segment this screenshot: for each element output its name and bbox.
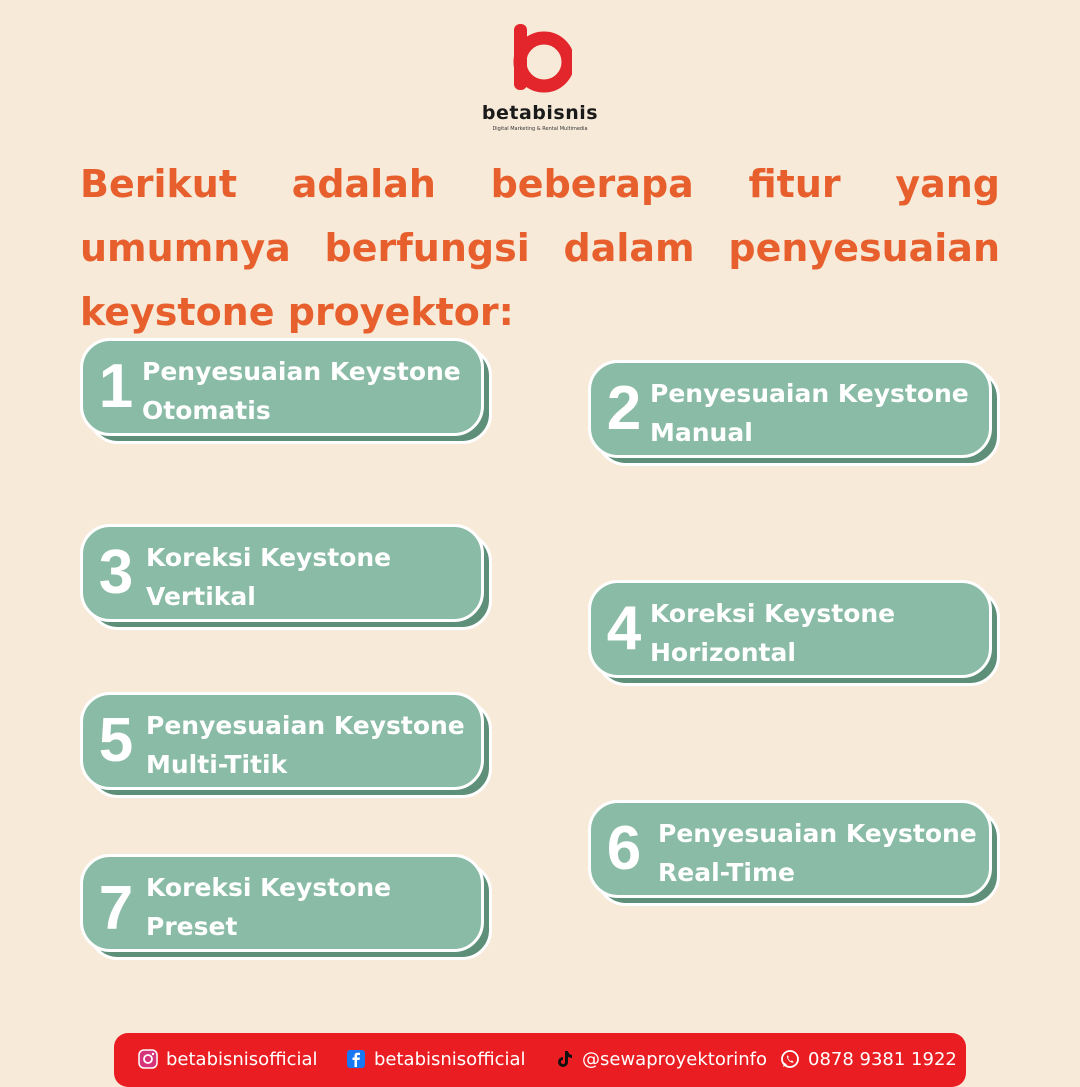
feature-card-1: [80, 338, 484, 436]
feature-number: 4: [606, 594, 642, 663]
headline: Berikut adalah beberapa fitur yang umumnya berfungsi dalam penyesuaian keystone proyektor:: [80, 162, 1000, 334]
feature-card-2: [588, 360, 992, 458]
facebook-handle: betabisnisofficial: [374, 1048, 526, 1070]
feature-label: Koreksi Keystone Horizontal: [650, 599, 896, 667]
feature-card-6: [588, 800, 992, 898]
instagram-icon: [138, 1049, 158, 1069]
feature-label: Penyesuaian Keystone Real-Time: [658, 819, 977, 887]
feature-number: 7: [98, 874, 134, 943]
tiktok-link[interactable]: [554, 1047, 767, 1071]
whatsapp-link[interactable]: [780, 1047, 957, 1071]
feature-card-7: [80, 854, 484, 952]
feature-label: Penyesuaian Keystone Multi-Titik: [146, 711, 465, 779]
tiktok-icon: [554, 1049, 574, 1069]
logo-wordmark: betabisnis: [481, 102, 599, 124]
feature-number: 3: [98, 538, 134, 607]
whatsapp-number: 0878 9381 1922: [808, 1048, 957, 1070]
feature-card-5: [80, 692, 484, 790]
feature-number: 2: [606, 374, 642, 443]
feature-card-3: [80, 524, 484, 622]
feature-number: 1: [98, 352, 134, 421]
feature-label: Penyesuaian Keystone Otomatis: [142, 357, 461, 425]
instagram-handle: betabisnisofficial: [166, 1048, 318, 1070]
feature-number: 5: [98, 706, 134, 775]
feature-label: Penyesuaian Keystone Manual: [650, 379, 969, 447]
contact-footer: [114, 1033, 966, 1087]
instagram-link[interactable]: [138, 1047, 318, 1071]
facebook-icon: [346, 1049, 366, 1069]
feature-card-4: [588, 580, 992, 678]
feature-label: Koreksi Keystone Preset: [146, 873, 392, 941]
feature-number: 6: [606, 814, 642, 883]
feature-label: Koreksi Keystone Vertikal: [146, 543, 392, 611]
logo-mark-icon: [510, 22, 572, 100]
tiktok-handle: @sewaproyektorinfo: [582, 1048, 768, 1070]
logo-tagline: Digital Marketing & Rental Multimedia: [492, 126, 588, 132]
whatsapp-icon: [780, 1049, 800, 1069]
brand-logo: [470, 18, 610, 138]
facebook-link[interactable]: [346, 1047, 526, 1071]
